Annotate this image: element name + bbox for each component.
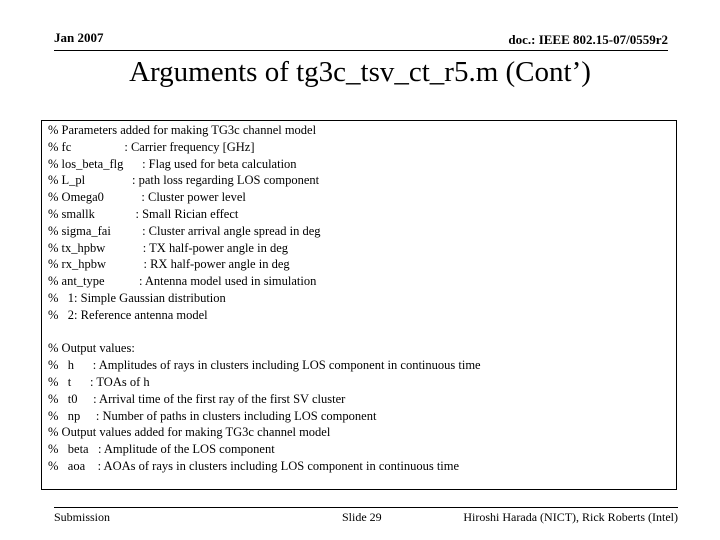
- body-line: % Omega0 : Cluster power level: [48, 190, 246, 205]
- body-line-blank: [48, 324, 670, 341]
- body-line: % los_beta_flg : Flag used for beta calculation: [48, 156, 297, 171]
- body-line: % beta : Amplitude of the LOS component: [48, 442, 275, 457]
- code-comment-box: [41, 120, 677, 490]
- body-line: % ant_type : Antenna model used in simulation: [48, 274, 317, 289]
- body-line: % L_pl : path loss regarding LOS component: [48, 173, 320, 188]
- footer-divider: [54, 507, 678, 508]
- body-line: % Parameters added for making TG3c channel model: [48, 123, 317, 137]
- footer-slide-number: Slide 29: [342, 510, 382, 524]
- footer-submission: Submission: [54, 510, 111, 524]
- body-line: % tx_hpbw : TX half-power angle in deg: [48, 240, 288, 255]
- body-line: % rx_hpbw : RX half-power angle in deg: [48, 257, 290, 272]
- footer-authors: Hiroshi Harada (NICT), Rick Roberts (Intel): [463, 510, 678, 524]
- header-doc-id: doc.: IEEE 802.15-07/0559r2: [508, 32, 668, 47]
- body-line: % fc : Carrier frequency [GHz]: [48, 139, 255, 154]
- body-line: % h : Amplitudes of rays in clusters including LOS component in continuous time: [48, 358, 481, 373]
- body-line: % aoa : AOAs of rays in clusters including LOS component in continuous time: [48, 458, 460, 473]
- body-line: % smallk : Small Rician effect: [48, 206, 239, 221]
- body-line: % np : Number of paths in clusters including LOS component: [48, 408, 377, 423]
- body-line: % Output values:: [48, 341, 135, 356]
- body-line: % 1: Simple Gaussian distribution: [48, 290, 226, 305]
- body-line: % Output values added for making TG3c channel model: [48, 425, 331, 440]
- body-line: % t0 : Arrival time of the first ray of the first SV cluster: [48, 391, 346, 406]
- body-line: % 2: Reference antenna model: [48, 307, 208, 322]
- body-line: % sigma_fai : Cluster arrival angle spread in deg: [48, 223, 321, 238]
- header-divider: [54, 50, 668, 51]
- slide-title: Arguments of tg3c_tsv_ct_r5.m (Cont’): [129, 56, 591, 88]
- header-date: Jan 2007: [54, 30, 104, 45]
- body-line: % t : TOAs of h: [48, 374, 150, 389]
